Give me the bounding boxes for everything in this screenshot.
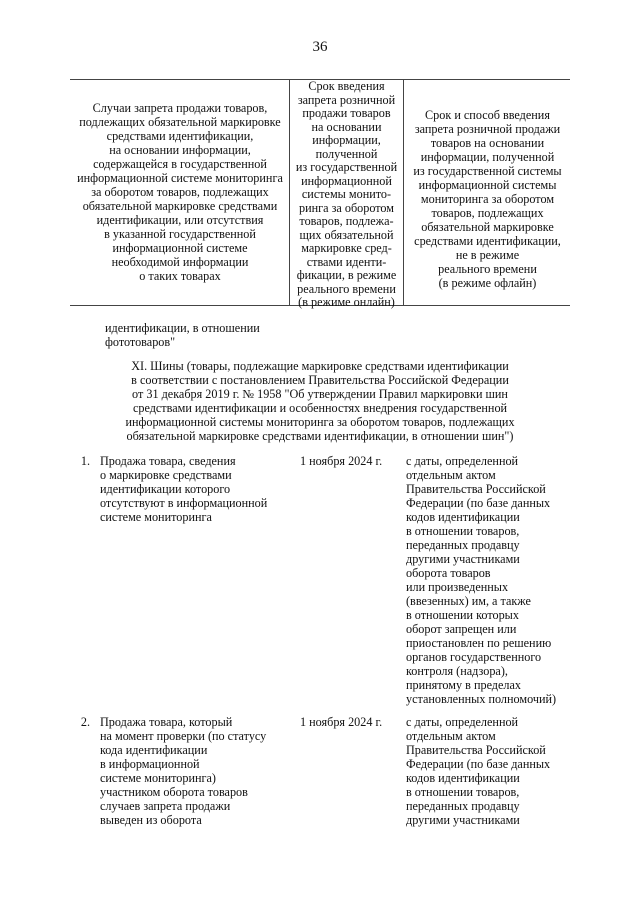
header-col1-line: содержащейся в государственной	[93, 157, 267, 171]
header-col-cases	[72, 101, 288, 283]
header-col2-line: (в режиме онлайн)	[298, 295, 395, 309]
header-col2-line: полученной	[315, 146, 378, 161]
header-col3-line: не в режиме	[455, 248, 520, 262]
row-offline-line: кодов идентификации	[406, 510, 520, 524]
header-col3-line: мониторинга за оборотом	[420, 192, 555, 206]
row-case-line: о маркировке средствами	[100, 468, 232, 482]
header-col3-line: средствами идентификации,	[414, 234, 561, 248]
header-col1-line: информационной системе	[112, 241, 248, 255]
row-offline-line: другими участниками	[406, 552, 520, 566]
header-col2-line: продажи товаров	[302, 106, 391, 120]
row-case-line: участником оборота товаров	[100, 785, 248, 799]
row-offline-line: Правительства Российской	[406, 743, 546, 757]
header-col3-line: информации, полученной	[420, 150, 555, 164]
header-col2-line: фикации, в режиме	[296, 268, 397, 282]
row-offline-line: (ввезенных) им, а также	[406, 594, 531, 608]
header-divider-2	[403, 79, 404, 305]
row-offline-line: Федерации (по базе данных	[406, 496, 551, 510]
header-col2-line: из государственной	[295, 160, 398, 174]
row-offline-line: переданных продавцу	[406, 799, 520, 813]
header-col1-line: на основании информации,	[109, 143, 251, 157]
row-online-date: 1 ноября 2024 г.	[300, 715, 383, 729]
header-col1-line: о таких товарах	[139, 269, 221, 283]
header-col2-line: товаров, подлежа-	[299, 214, 394, 228]
header-col3-line: Срок и способ введения	[425, 108, 550, 122]
header-col2-line: ствами иденти-	[306, 254, 387, 269]
row-case-text	[100, 454, 290, 524]
row-offline-line: в отношении товаров,	[406, 524, 520, 538]
header-col2-line: ринга за оборотом	[298, 200, 395, 215]
header-col3-line: товаров, подлежащих	[431, 206, 544, 220]
row-online-date: 1 ноября 2024 г.	[300, 454, 383, 468]
row-offline-line: контроля (надзора),	[406, 664, 508, 678]
header-col1-line: за оборотом товаров, подлежащих	[91, 185, 269, 199]
header-col3-line: обязательной маркировке	[421, 220, 554, 234]
row-case-line: выведен из оборота	[100, 813, 202, 827]
header-col1-line: подлежащих обязательной маркировке	[79, 115, 281, 129]
section-title-line: обязательной маркировке средствами идентификации, в отношении шин")	[126, 429, 514, 443]
header-col2-line: запрета розничной	[297, 92, 396, 107]
header-col2-line: информационной	[301, 173, 392, 188]
row-offline-line: оборота товаров	[406, 566, 491, 580]
row-offline-line: приостановлен по решению	[406, 636, 552, 650]
header-col2-line: Срок введения	[308, 79, 385, 93]
row-offline-line: в отношении которых	[406, 608, 519, 622]
header-col-online	[290, 80, 403, 310]
row-case-line: случаев запрета продажи	[100, 799, 231, 813]
row-offline-line: или произведенных	[406, 580, 509, 594]
continuation-text	[105, 321, 260, 349]
header-col1-line: информационной системе мониторинга	[77, 171, 283, 185]
section-title-line: информационной системы мониторинга за оборотом товаров, подлежащих	[125, 415, 515, 429]
row-offline-line: Правительства Российской	[406, 482, 546, 496]
row-case-line: кода идентификации	[100, 743, 208, 757]
section-title-line: от 31 декабря 2019 г. № 1958 "Об утверждении Правил маркировки шин	[132, 387, 508, 401]
row-offline-line: другими участниками	[406, 813, 520, 827]
header-col2-line: системы монито-	[301, 187, 392, 201]
header-col-offline	[405, 108, 570, 290]
header-col1-line: обязательной маркировке средствами	[82, 199, 278, 213]
row-offline-line: с даты, определенной	[406, 454, 519, 468]
header-col2-line: на основании	[311, 119, 382, 134]
row-case-line: отсутствуют в информационной	[100, 496, 268, 510]
header-col1-line: средствами идентификации,	[106, 129, 254, 143]
section-title-line: средствами идентификации и особенностях внедрения государственной	[132, 401, 508, 415]
header-col1-line: в указанной государственной	[104, 227, 256, 241]
header-col3-line: запрета розничной продажи	[414, 122, 561, 136]
header-col2-line: информации,	[312, 133, 381, 147]
row-offline-line: органов государственного	[406, 650, 542, 664]
row-offline-text	[406, 715, 576, 827]
header-col2-line: щих обязательной	[299, 227, 394, 242]
header-col3-line: из государственной системы	[413, 164, 562, 178]
row-case-line: идентификации которого	[100, 482, 231, 496]
row-case-text	[100, 715, 290, 827]
header-col2-line: реального времени	[297, 281, 396, 296]
header-col1-line: необходимой информации	[111, 255, 249, 269]
header-col3-line: информационной системы	[418, 178, 557, 192]
row-offline-line: отдельным актом	[406, 729, 496, 743]
row-case-line: в информационной	[100, 757, 200, 771]
row-offline-line: оборот запрещен или	[406, 622, 517, 636]
row-offline-line: переданных продавцу	[406, 538, 520, 552]
header-col2-line: маркировке сред-	[301, 241, 392, 255]
header-col3-line: товаров на основании	[430, 136, 545, 150]
row-number: 2.	[80, 715, 90, 729]
row-offline-line: отдельным актом	[406, 468, 496, 482]
row-case-line: Продажа товара, сведения	[100, 454, 236, 468]
row-offline-line: установленных полномочий)	[406, 692, 557, 706]
header-col3-line: реального времени	[438, 262, 537, 276]
section-title-line: в соответствии с постановлением Правительства Российской Федерации	[131, 373, 509, 387]
row-offline-text	[406, 454, 576, 706]
section-title	[70, 359, 570, 443]
row-case-line: Продажа товара, который	[100, 715, 233, 729]
row-offline-line: принятому в пределах	[406, 678, 522, 692]
row-case-line: системе мониторинга	[100, 510, 212, 524]
section-title-line: XI. Шины (товары, подлежащие маркировке средствами идентификации	[131, 359, 509, 373]
continuation-line: фототоваров"	[105, 335, 176, 349]
row-offline-line: в отношении товаров,	[406, 785, 520, 799]
row-number: 1.	[80, 454, 90, 468]
header-col1-line: идентификации, или отсутствия	[96, 213, 264, 227]
continuation-line: идентификации, в отношении	[105, 321, 260, 335]
page-number: 36	[312, 39, 328, 55]
row-offline-line: Федерации (по базе данных	[406, 757, 551, 771]
header-col3-line: (в режиме офлайн)	[438, 276, 537, 290]
row-case-line: системе мониторинга)	[100, 771, 216, 785]
row-offline-line: кодов идентификации	[406, 771, 520, 785]
row-offline-line: с даты, определенной	[406, 715, 519, 729]
row-case-line: на момент проверки (по статусу	[100, 729, 267, 743]
header-col1-line: Случаи запрета продажи товаров,	[92, 101, 268, 115]
